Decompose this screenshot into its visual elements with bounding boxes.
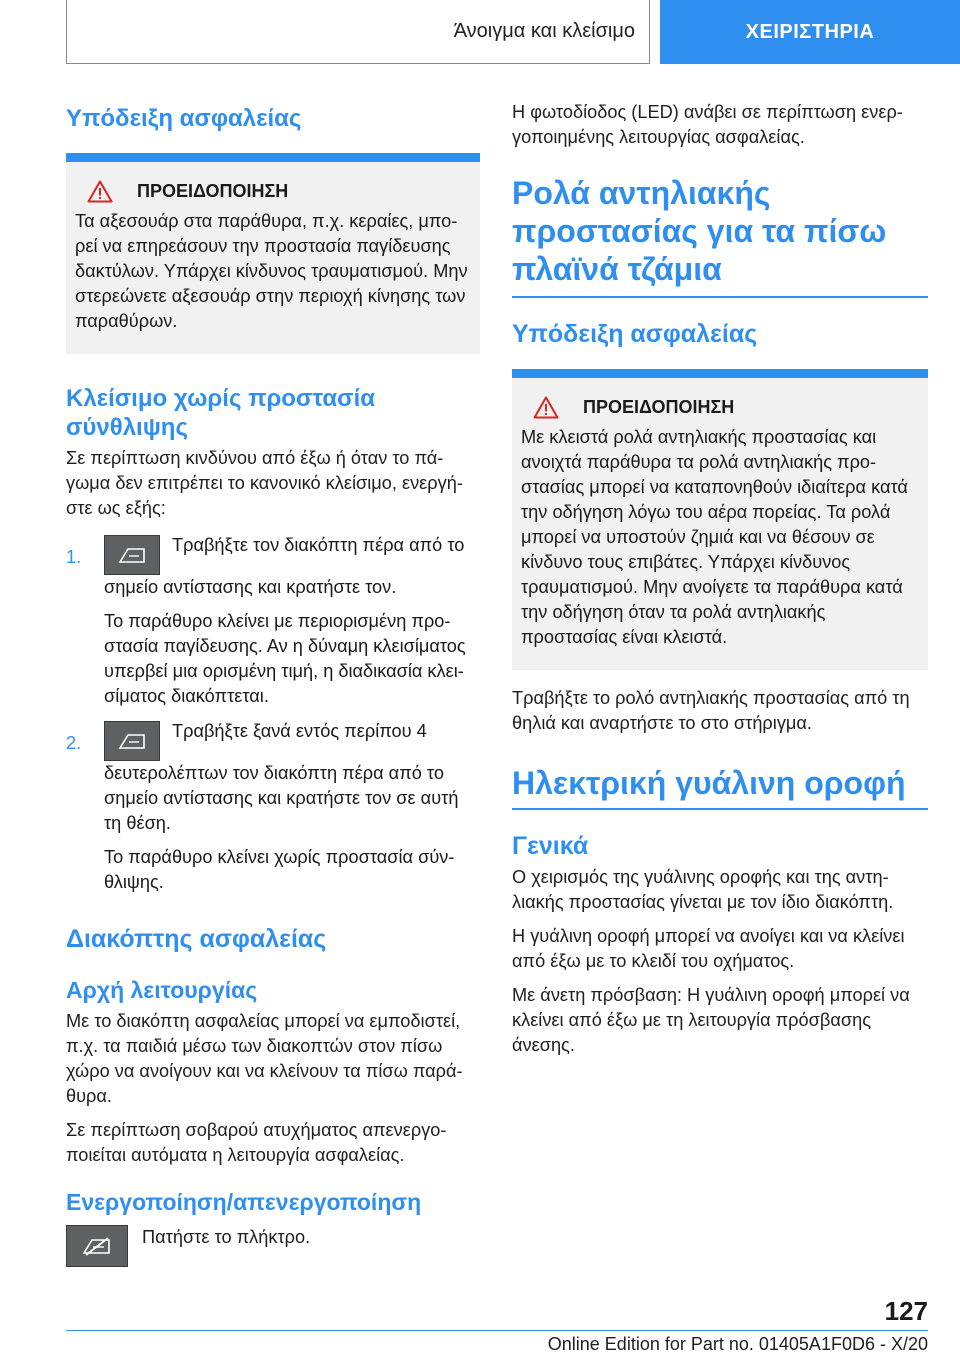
page-number: 127 [884,1296,928,1326]
toggle-row [66,1225,480,1267]
heading-safety-note: Υπόδειξη ασφαλείας [66,105,302,132]
heading-toggle: Ενεργοποίηση/απενεργοποίηση [66,1189,422,1215]
heading-general: Γενικά [512,832,589,860]
footer-divider [66,1330,928,1331]
principle-text-2: Σε περίπτωση σοβαρού ατυχήματος απενεργοποιείται αυτόματα η λειτουργία ασφαλείας. [66,1120,447,1165]
window-switch-icon [104,721,160,761]
close-intro: Σε περίπτωση κινδύνου από έξω ή όταν το πάγωμα δεν επιτρέπει το κανονικό κλείσιμο, ενεργήστε ως εξής: [66,448,463,518]
step-1 [66,533,480,709]
window-switch-icon [104,535,160,575]
warning-text: Τα αξεσουάρ στα παράθυρα, π.χ. κεραίες, μπορεί να επηρεάσουν την προστασία παγίδευσης δακτύλων. Υπάρχει κίνδυνος τραυματισμού. Μην στερεώνετε αξεσουάρ στην περιοχή κίνησης των παραθύρων. [75,211,468,331]
toggle-text: Πατήστε το πλήκτρο. [142,1227,311,1247]
warning-triangle-icon [87,180,113,203]
section-title: Άνοιγμα και κλείσιμο [66,0,650,64]
footer-edition: Online Edition for Part no. 01405A1F0D6 - X/20 [547,1334,928,1354]
left-column [66,96,480,1267]
heading-principle: Αρχή λειτουργίας [66,977,258,1003]
step-2 [66,719,480,895]
step-number: 1. [66,547,82,567]
warning-text: Με κλειστά ρολά αντηλιακής προστασίας και ανοιχτά παράθυρα τα ρολά αντηλιακής προστασίας μπορεί να καταπονηθούν ιδιαίτερα κατά την οδήγηση λόγω του αέρα πορείας. Τα ρολά μπορεί να υποστούν ζημιά και να θέσουν σε κίνδυνο τους επιβάτες. Υπάρχει κίνδυνος τραυματισμού. Μην ανοίγετε τα παράθυρα κατά την οδήγηση όταν τα ρολά αντηλιακής προστασίας είναι κλειστά. [521,427,908,647]
general-text-3: Με άνετη πρόσβαση: Η γυάλινη οροφή μπορεί να κλείνει από έξω με τη λειτουργία πρόσβασης άνεσης. [512,985,910,1055]
general-text-2: Η γυάλινη οροφή μπορεί να ανοίγει και να κλείνει από έξω με το κλειδί του οχήματος. [512,926,905,971]
step-note: Το παράθυρο κλείνει με περιορισμένη προστασία παγίδευσης. Αν η δύναμη κλεισίματος υπερβεί μια ορισμένη τιμή, η διαδικασία κλεισίματος διακόπτεται. [104,611,466,706]
warning-title: ΠΡΟΕΙΔΟΠΟΙΗΣΗ [75,180,471,203]
page-header [0,0,960,66]
warning-box [512,378,928,670]
warning-box [66,162,480,354]
safety-switch-icon [66,1225,128,1267]
heading-safety-note: Υπόδειξη ασφαλείας [512,320,758,348]
heading-glass-roof: Ηλεκτρική γυάλινη οροφή [512,764,928,810]
warning-bar [512,369,928,378]
step-note: Το παράθυρο κλείνει χωρίς προστασία σύνθλιψης. [104,847,455,892]
warning-triangle-icon [533,396,559,419]
step-text: Τραβήξτε ξανά εντός περίπου 4 δευτερολέπτων τον διακόπτη πέρα από το σημείο αντίστασης και κρατήστε τον σε αυτή τη θέση. [104,721,459,833]
warning-title: ΠΡΟΕΙΔΟΠΟΙΗΣΗ [521,396,919,419]
heading-close-no-protection: Κλείσιμο χωρίς προστασία σύνθλιψης [66,385,376,441]
warning-bar [66,153,480,162]
step-number: 2. [66,733,82,753]
blinds-text: Τραβήξτε το ρολό αντηλιακής προστασίας από τη θηλιά και αναρτήστε το στο στήριγμα. [512,688,910,733]
heading-sun-blinds: Ρολά αντηλιακής προστασίας για τα πίσω πλαϊνά τζάμια [512,174,928,298]
general-text-1: Ο χειρισμός της γυάλινης οροφής και της αντηλιακής προστασίας γίνεται με τον ίδιο διακόπτη. [512,867,894,912]
step-text: Τραβήξτε τον διακόπτη πέρα από το σημείο αντίστασης και κρατήστε τον. [104,535,465,597]
led-text: Η φωτοδίοδος (LED) ανάβει σε περίπτωση ενεργοποιημένης λειτουργίας ασφαλείας. [512,102,903,147]
principle-text-1: Με το διακόπτη ασφαλείας μπορεί να εμποδιστεί, π.χ. τα παιδιά μέσω των διακοπτών στον πίσω χώρο να ανοίγουν και να κλείνουν τα πίσω παράθυρα. [66,1011,463,1106]
right-column [512,96,928,1067]
chapter-tab[interactable]: ΧΕΙΡΙΣΤΗΡΙΑ [660,0,960,64]
heading-safety-switch: Διακόπτης ασφαλείας [66,925,327,953]
